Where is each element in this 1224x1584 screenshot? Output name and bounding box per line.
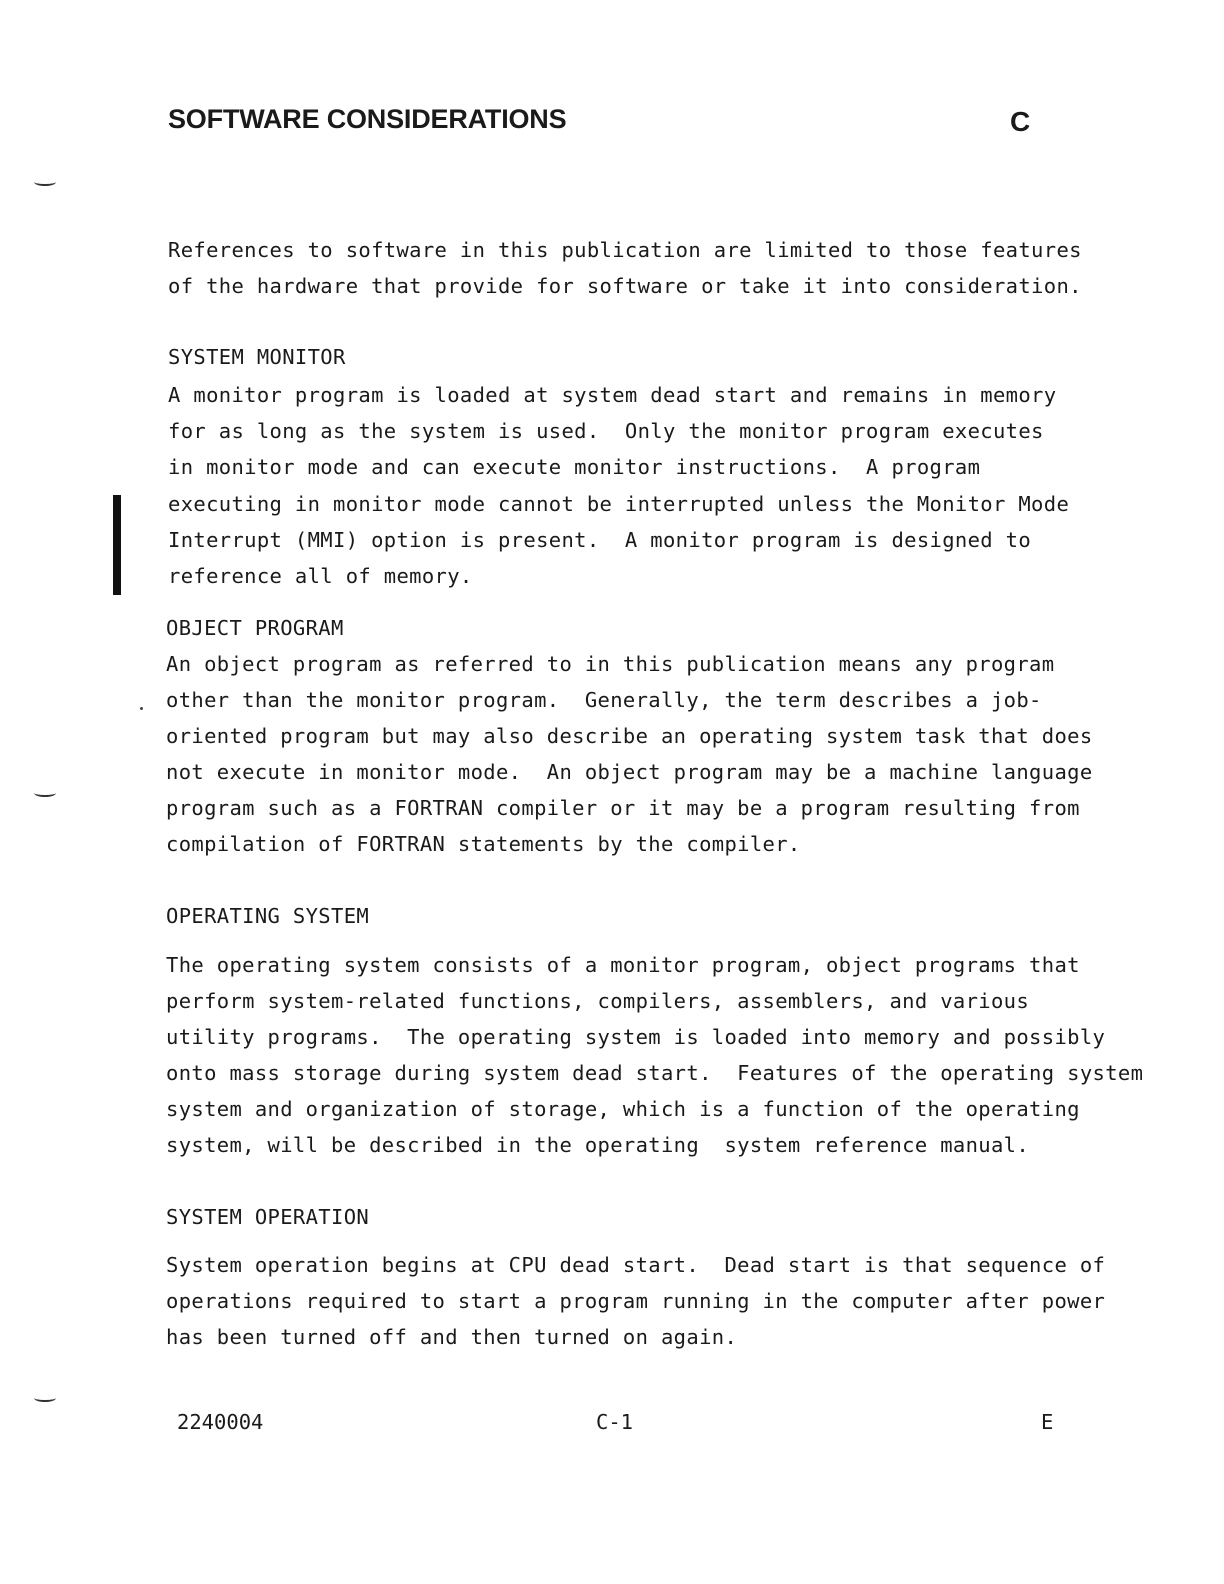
text-line: reference all of memory. [168,564,473,588]
text-line: An object program as referred to in this publication means any program [166,652,1055,676]
section-operating-system [166,904,1144,1157]
margin-mark [34,789,56,797]
text-line: oriented program but may also describe an operating system task that does [166,724,1093,748]
page-title: SOFTWARE CONSIDERATIONS [168,104,567,134]
appendix-letter: C [1010,106,1031,137]
text-line: Interrupt (MMI) option is present. A monitor program is designed to [168,528,1032,552]
text-line: The operating system consists of a monitor program, object programs that [166,953,1080,977]
text-line: A monitor program is loaded at system dead start and remains in memory [168,383,1057,407]
text-line: operations required to start a program running in the computer after power [166,1289,1106,1313]
section-heading: SYSTEM MONITOR [168,345,346,369]
text-line: System operation begins at CPU dead start. Dead start is that sequence of [166,1253,1106,1277]
section-system-monitor [168,345,1070,588]
section-heading: OBJECT PROGRAM [166,616,344,640]
text-line: utility programs. The operating system is loaded into memory and possibly [166,1025,1106,1049]
text-line: other than the monitor program. Generally, the term describes a job- [166,688,1042,712]
text-line: has been turned off and then turned on again. [166,1325,738,1349]
text-line: program such as a FORTRAN compiler or it may be a program resulting from [166,796,1080,820]
footer-revision: E [1041,1410,1054,1434]
section-object-program [166,616,1093,856]
text-line: for as long as the system is used. Only the monitor program executes [168,419,1044,443]
change-bar [113,495,121,595]
text-line: onto mass storage during system dead start. Features of the operating system [166,1061,1144,1085]
text-line: of the hardware that provide for software or take it into consideration. [168,274,1082,298]
text-line: perform system-related functions, compilers, assemblers, and various [166,989,1030,1013]
margin-mark [34,178,56,186]
text-line: References to software in this publication are limited to those features [168,238,1082,262]
text-line: not execute in monitor mode. An object program may be a machine language [166,760,1093,784]
text-line: compilation of FORTRAN statements by the compiler. [166,832,801,856]
footer-page-number: C-1 [596,1410,634,1434]
text-line: system and organization of storage, which is a function of the operating [166,1097,1080,1121]
section-heading: SYSTEM OPERATION [166,1205,370,1229]
section-system-operation [166,1205,1106,1349]
footer-doc-number: 2240004 [177,1410,264,1434]
text-line: in monitor mode and can execute monitor instructions. A program [168,455,981,479]
section-heading: OPERATING SYSTEM [166,904,370,928]
intro-paragraph [168,238,1082,334]
text-line: executing in monitor mode cannot be interrupted unless the Monitor Mode [168,492,1070,516]
margin-mark [34,1394,56,1402]
margin-dot [140,707,143,710]
text-line: system, will be described in the operating system reference manual. [166,1133,1030,1157]
